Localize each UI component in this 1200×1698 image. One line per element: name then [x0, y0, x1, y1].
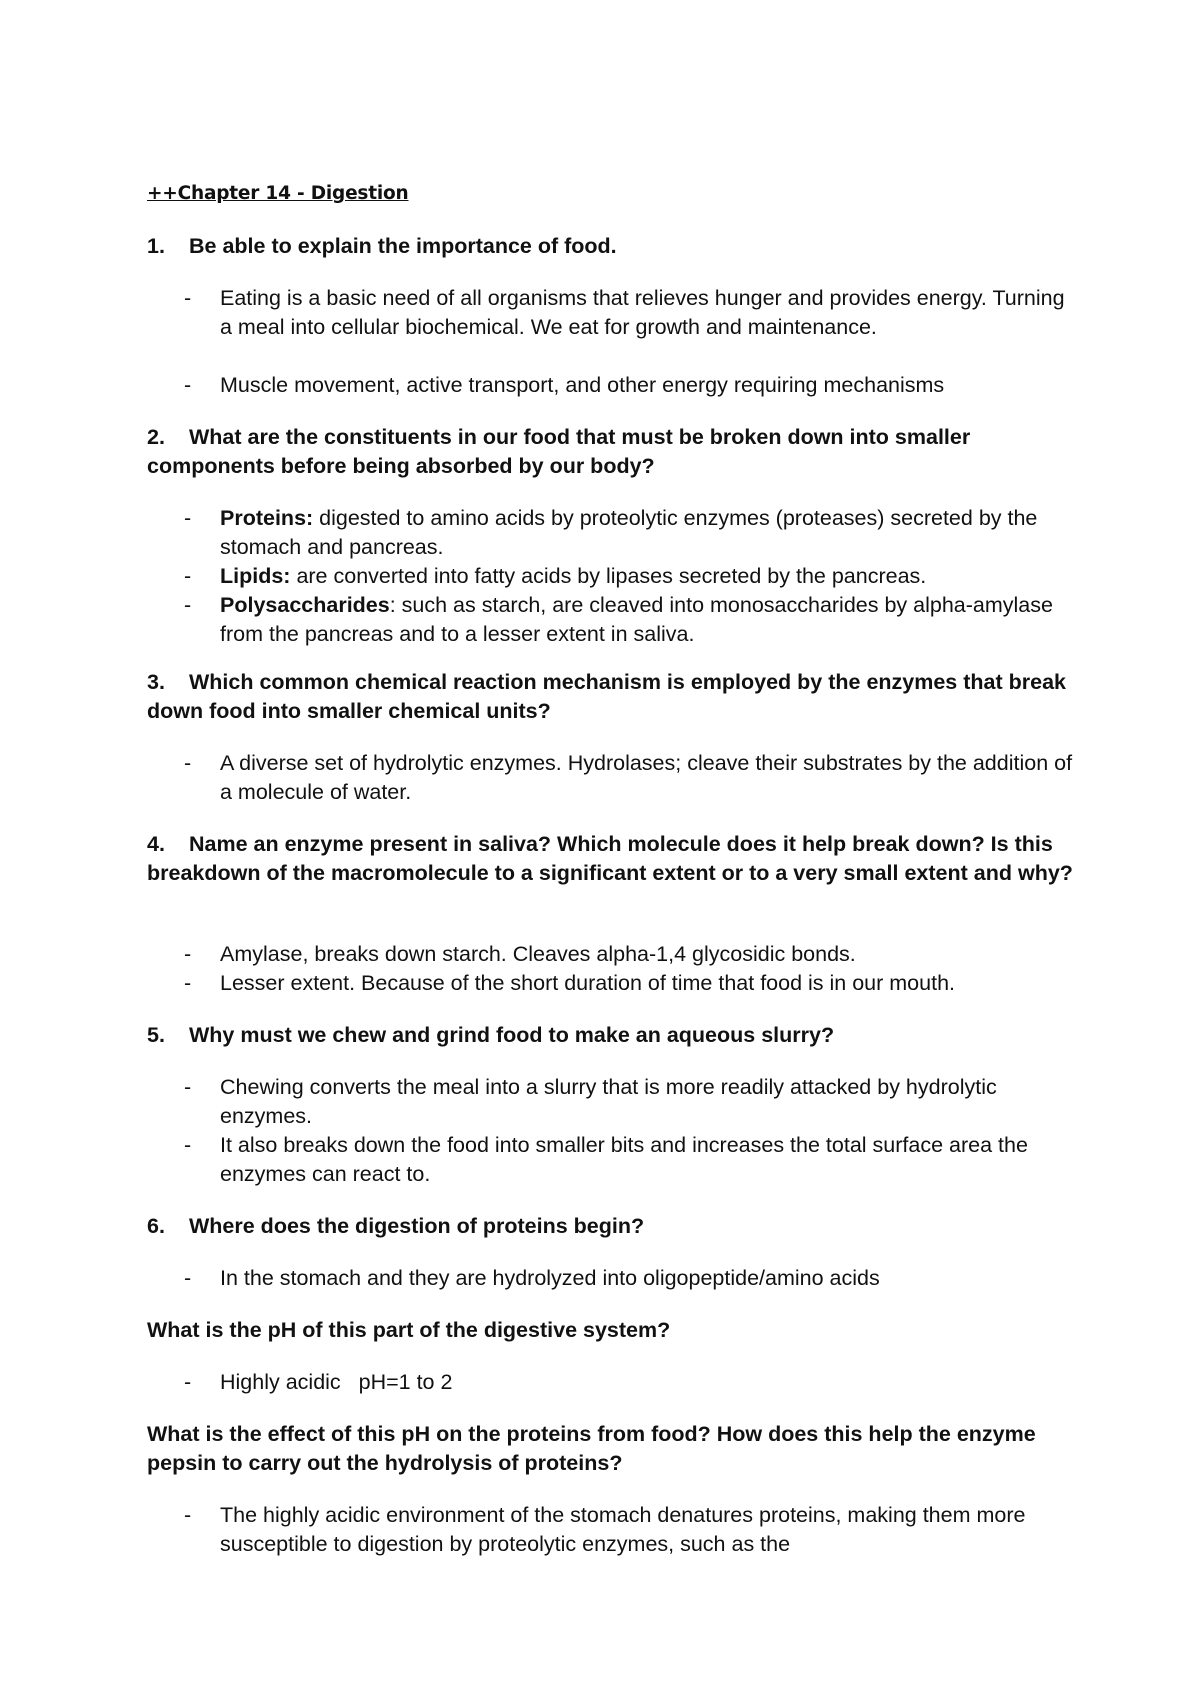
bullet-dash: - — [184, 1133, 192, 1157]
bullet-dash: - — [184, 564, 192, 588]
term-description: digested to amino acids by proteolytic enzymes (proteases) secreted by the stomach and pancreas. — [220, 506, 1038, 559]
question-text: What is the effect of this pH on the proteins from food? How does this help the enzyme pepsin to carry out the hydrolysis of proteins? — [147, 1422, 1036, 1475]
bullet-dash: - — [184, 286, 192, 310]
term-label: Polysaccharides — [220, 593, 390, 617]
question-number: 3. — [147, 670, 165, 694]
term-label: Proteins: — [220, 506, 314, 530]
answer-item — [184, 1073, 1074, 1131]
answer-text — [220, 562, 1074, 591]
question-text: Where does the digestion of proteins begin? — [189, 1214, 645, 1238]
bullet-dash: - — [184, 751, 192, 775]
term-description: : such as starch, are cleaved into monosaccharides by alpha-amylase from the pancreas and to a lesser extent in saliva. — [220, 593, 1053, 646]
bullet-dash: - — [184, 593, 192, 617]
question-number: 5. — [147, 1023, 165, 1047]
bullet-dash: - — [184, 1266, 192, 1290]
term-label: Lipids: — [220, 564, 291, 588]
question-text: What is the pH of this part of the digestive system? — [147, 1318, 671, 1342]
question-number: 6. — [147, 1214, 165, 1238]
term-description: are converted into fatty acids by lipases secreted by the pancreas. — [290, 564, 927, 588]
question-number: 4. — [147, 832, 165, 856]
question-text: What are the constituents in our food that must be broken down into smaller components before being absorbed by our body? — [147, 425, 971, 478]
answer-text: Chewing converts the meal into a slurry that is more readily attacked by hydrolytic enzymes. — [220, 1075, 997, 1128]
question-text: Name an enzyme present in saliva? Which molecule does it help break down? Is this breakdown of the macromolecule to a significant extent or to a very small extent and why? — [147, 832, 1073, 885]
answer-item — [184, 1131, 1074, 1189]
bullet-dash: - — [184, 1370, 192, 1394]
question-text: Be able to explain the importance of food. — [189, 234, 617, 258]
chapter-title: ++Chapter 14 - Digestion — [147, 183, 409, 204]
bullet-dash: - — [184, 373, 192, 397]
answer-item — [184, 749, 1074, 807]
answer-item — [184, 1264, 1074, 1293]
answer-item — [184, 371, 1074, 400]
question-number: 2. — [147, 425, 165, 449]
question-number: 1. — [147, 234, 165, 258]
question-ph — [147, 1316, 1087, 1345]
question-1 — [147, 232, 1087, 261]
question-2 — [147, 423, 1087, 481]
answer-text: In the stomach and they are hydrolyzed into oligopeptide/amino acids — [220, 1266, 880, 1290]
bullet-dash: - — [184, 1503, 192, 1527]
answer-text: Muscle movement, active transport, and other energy requiring mechanisms — [220, 373, 945, 397]
answer-text: Eating is a basic need of all organisms that relieves hunger and provides energy. Turning a meal into cellular biochemical. We eat for growth and maintenance. — [220, 286, 1065, 339]
question-text: Which common chemical reaction mechanism is employed by the enzymes that break down food into smaller chemical units? — [147, 670, 1066, 723]
answer-item — [184, 504, 1074, 562]
bullet-dash: - — [184, 971, 192, 995]
bullet-dash: - — [184, 1075, 192, 1099]
answer-item — [184, 284, 1074, 342]
question-6 — [147, 1212, 1087, 1241]
answer-item — [184, 591, 1074, 649]
question-5 — [147, 1021, 1087, 1050]
answer-item — [184, 1501, 1074, 1559]
question-text: Why must we chew and grind food to make an aqueous slurry? — [189, 1023, 835, 1047]
answer-text — [220, 591, 1074, 649]
answer-text: Highly acidic pH=1 to 2 — [220, 1370, 453, 1394]
answer-text: Lesser extent. Because of the short duration of time that food is in our mouth. — [220, 971, 955, 995]
answer-item — [184, 562, 1074, 591]
question-ph-effect — [147, 1420, 1087, 1478]
bullet-dash: - — [184, 506, 192, 530]
answer-item — [184, 969, 1074, 998]
answer-text: A diverse set of hydrolytic enzymes. Hydrolases; cleave their substrates by the addition of a molecule of water. — [220, 751, 1073, 804]
answer-text: The highly acidic environment of the stomach denatures proteins, making them more susceptible to digestion by proteolytic enzymes, such as the — [220, 1503, 1026, 1556]
question-4 — [147, 830, 1087, 888]
answer-item — [184, 1368, 1074, 1397]
answer-text: It also breaks down the food into smaller bits and increases the total surface area the enzymes can react to. — [220, 1133, 1028, 1186]
answer-text: Amylase, breaks down starch. Cleaves alpha-1,4 glycosidic bonds. — [220, 942, 856, 966]
answer-text — [220, 504, 1074, 562]
answer-item — [184, 940, 1074, 969]
bullet-dash: - — [184, 942, 192, 966]
question-3 — [147, 668, 1087, 726]
